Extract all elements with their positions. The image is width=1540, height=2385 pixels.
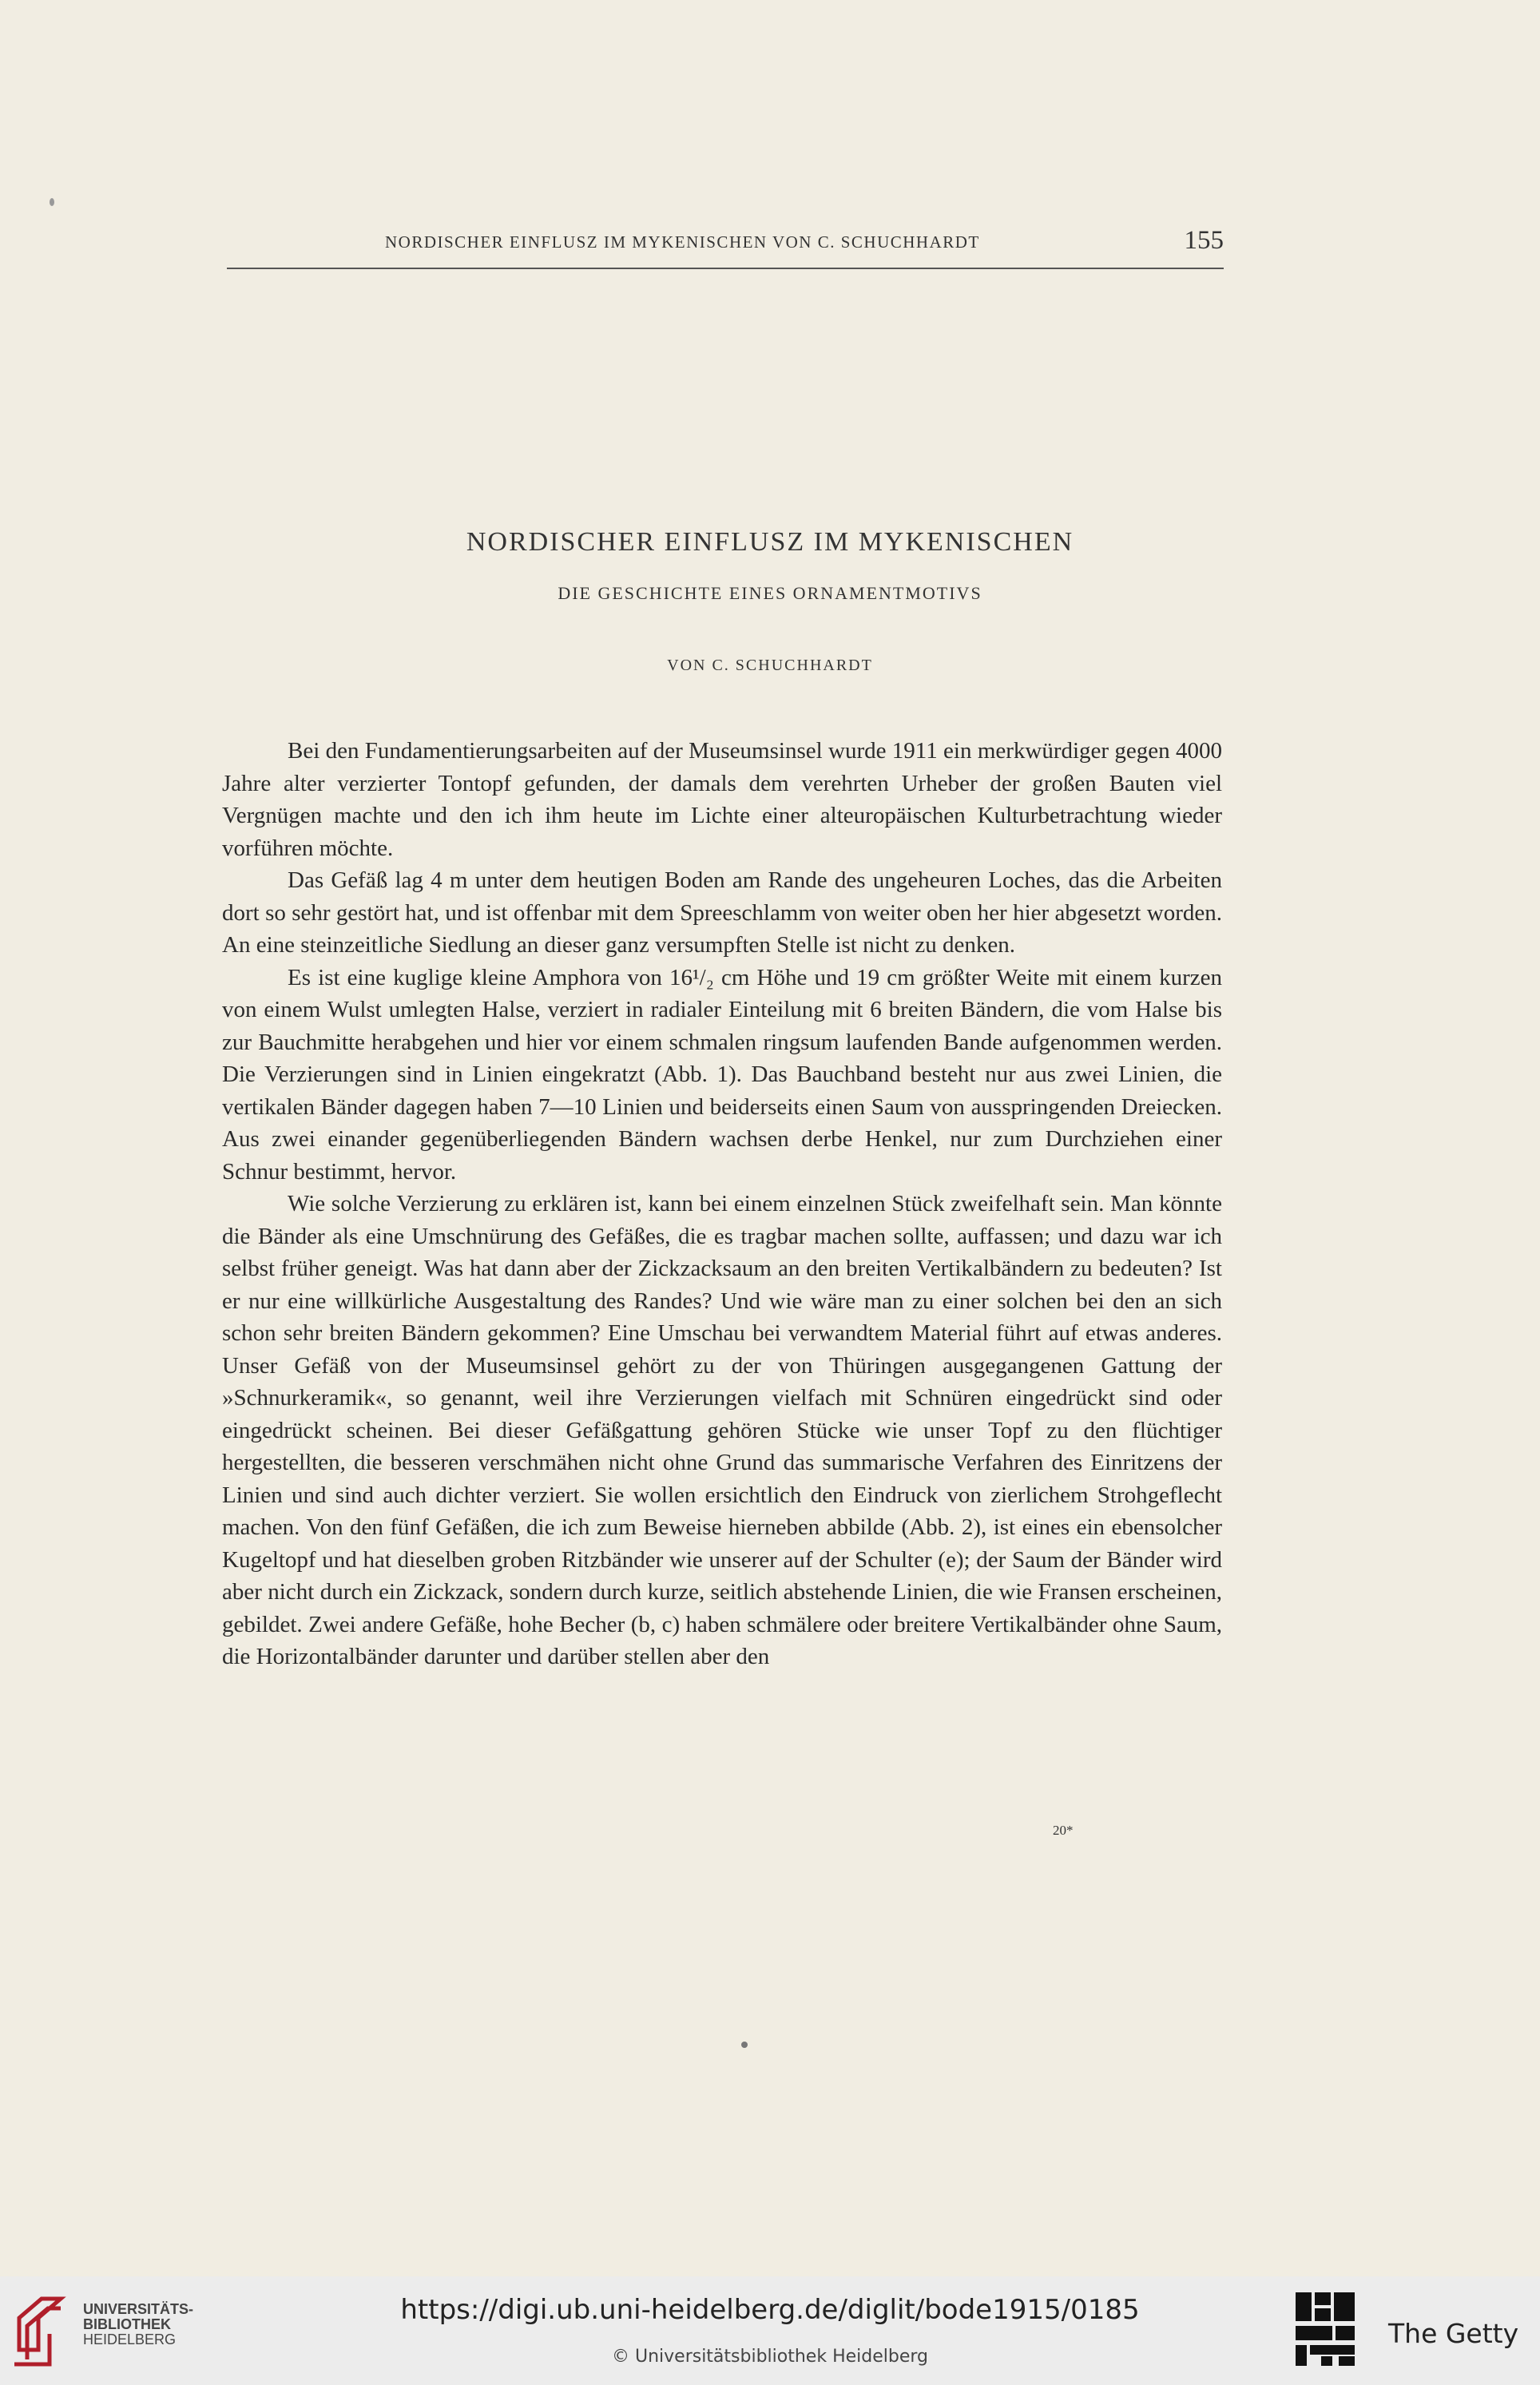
running-head xyxy=(227,226,1224,269)
article-body xyxy=(222,735,1222,1673)
library-line: BIBLIOTHEK xyxy=(83,2316,171,2332)
signature-mark: 20* xyxy=(1053,1823,1074,1838)
library-line: UNIVERSITÄTS- xyxy=(83,2301,194,2317)
dust-speck xyxy=(741,2042,748,2048)
running-title: NORDISCHER EINFLUSZ IM MYKENISCHEN VON C. SCHUCHHARDT xyxy=(385,232,980,252)
getty-name[interactable]: The Getty xyxy=(1388,2318,1519,2349)
paragraph: Wie solche Verzierung zu erklären ist, kann bei einem einzelnen Stück zweifelhaft sein. Man könnte die Bänder als eine Umschnürung des Gefäßes, die es tragbar machen sollte, auffassen; und dazu war ich selbst früher geneigt. Was hat dann aber der Zickzacksaum an den breiten Vertikalbändern zu bedeuten? Ist er nur eine willkürliche Ausgestaltung des Randes? Und wie wäre man zu einer solchen bei den an sich schon sehr breiten Bändern gekommen? Eine Umschau bei verwandtem Material führt auf etwas anderes. Unser Gefäß von der Museumsinsel gehört zu der von Thüringen ausgegangenen Gattung der »Schnurkeramik«, so genannt, weil ihre Verzierungen vielfach mit Schnüren eingedrückt sind oder eingedrückt scheinen. Bei dieser Gefäßgattung gehören Stücke wie unser Topf zu den flüchtiger hergestellten, die besseren verschmähen nicht ohne Grund das summarische Verfahren des Einritzens der Linien und sind auch dichter verziert. Sie wollen ersichtlich den Eindruck von zierlichem Strohgeflecht machen. Von den fünf Gefäßen, die ich zum Beweise hierneben abbilde (Abb. 2), ist eines ein ebensolcher Kugeltopf und hat dieselben groben Ritzbänder wie unserer auf der Schulter (e); der Saum der Bänder wird aber nicht durch ein Zickzack, sondern durch kurze, seitlich abstehende Linien, die wie Fransen erscheinen, gebildet. Zwei andere Gefäße, hohe Becher (b, c) haben schmälere oder breitere Vertikalbänder ohne Saum, die Horizontalbänder darunter und darüber stellen aber den xyxy=(222,1191,1222,1669)
dust-speck xyxy=(50,198,54,206)
permalink[interactable]: https://digi.ub.uni-heidelberg.de/diglit/bode1915/0185 xyxy=(400,2294,1140,2326)
copyright-notice: © Universitätsbibliothek Heidelberg xyxy=(611,2347,928,2367)
article-subtitle: DIE GESCHICHTE EINES ORNAMENTMOTIVS xyxy=(558,583,982,603)
article-title: NORDISCHER EINFLUSZ IM MYKENISCHEN xyxy=(466,527,1074,557)
page-number: 155 xyxy=(1184,226,1224,255)
viewer-footer xyxy=(0,2276,1540,2385)
article-author: VON C. SCHUCHHARDT xyxy=(667,657,873,674)
paragraph: Das Gefäß lag 4 m unter dem heutigen Boden am Rande des ungeheuren Loches, das die Arbeiten dort so sehr gestört hat, und ist offenbar mit dem Spreeschlamm von weiter oben her hier abgesetzt worden. An eine steinzeitliche Siedlung an dieser ganz versumpften Stelle ist nicht zu denken. xyxy=(222,867,1222,958)
library-line: HEIDELBERG xyxy=(83,2331,177,2347)
paragraph: Bei den Fundamentierungsarbeiten auf der Museumsinsel wurde 1911 ein merkwürdiger gegen 4000 Jahre alter verzierter Tontopf gefunden, der damals dem verehrten Urheber der großen Bauten viel Vergnügen machte und den ich ihm heute im Lichte einer alteuropäischen Kulturbetrachtung wieder vorführen möchte. xyxy=(222,738,1222,861)
paragraph: Es ist eine kuglige kleine Amphora von 16¹/₂ cm Höhe und 19 cm größter Weite mit einem kurzen von einem Wulst umlegten Halse, verziert in radialer Einteilung mit 6 breiten Bändern, die vom Halse bis zur Bauchmitte herabgehen und hier vor einem schmalen ringsum laufenden Bande aufgenommen werden. Die Verzierungen sind in Linien eingekratzt (Abb. 1). Das Bauchband besteht nur aus zwei Linien, die vertikalen Bänder dagegen haben 7—10 Linien und beiderseits einen Saum von ausspringenden Dreiecken. Aus zwei einander gegenüberliegenden Bändern wachsen derbe Henkel, nur zum Durchziehen einer Schnur bestimmt, hervor. xyxy=(222,964,1222,1185)
getty-logo-icon[interactable] xyxy=(1294,2291,1356,2367)
